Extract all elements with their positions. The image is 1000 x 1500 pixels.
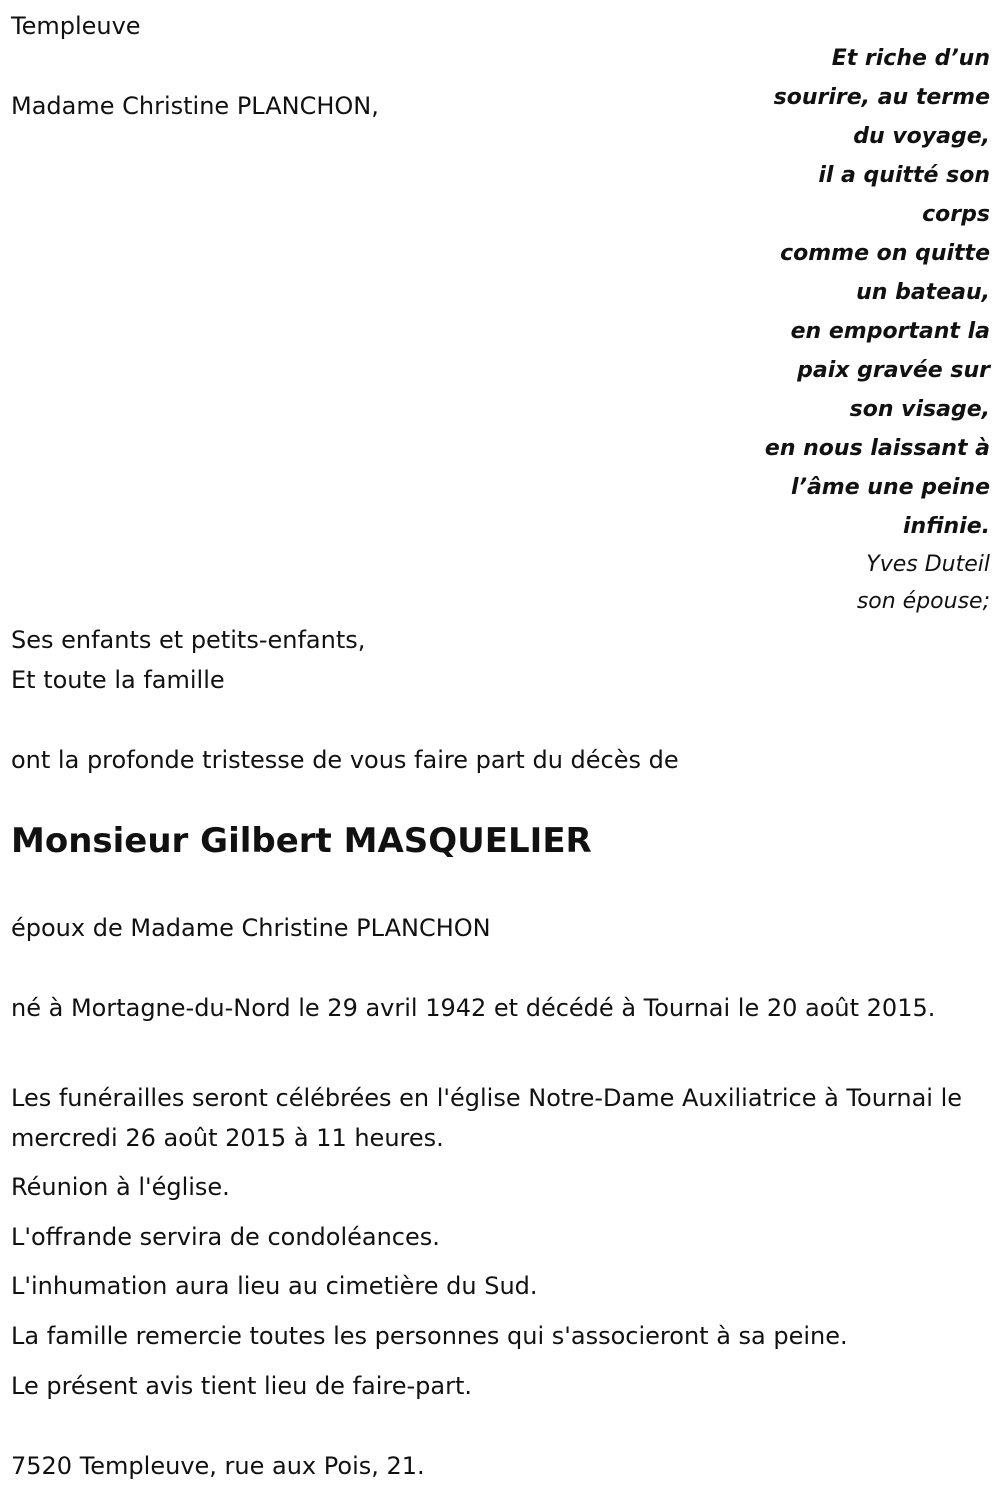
poem-line: en nous laissant à xyxy=(764,436,990,461)
funeral-details: Les funérailles seront célébrées en l'église Notre-Dame Auxiliatrice à Tournai le mercredi 26 août 2015 à 11 heures. xyxy=(11,1084,962,1152)
poem-author: Yves Duteil xyxy=(866,552,990,577)
children-line: Ses enfants et petits-enfants, xyxy=(11,626,366,654)
notice-line: Le présent avis tient lieu de faire-part. xyxy=(11,1372,473,1400)
city-heading: Templeuve xyxy=(11,12,141,40)
poem-line: il a quitté son xyxy=(818,163,990,188)
poem-line: paix gravée sur xyxy=(797,358,990,383)
widow-line: Madame Christine PLANCHON, xyxy=(11,92,379,120)
poem-relation: son épouse; xyxy=(856,589,990,614)
burial-line: L'inhumation aura lieu au cimetière du Sud. xyxy=(11,1272,538,1300)
poem-line: l’âme une peine xyxy=(791,475,990,500)
poem-line: du voyage, xyxy=(853,124,990,149)
meeting-line: Réunion à l'église. xyxy=(11,1173,230,1201)
poem-line: corps xyxy=(922,202,990,227)
family-line: Et toute la famille xyxy=(11,666,225,694)
memorial-poem xyxy=(730,39,990,620)
deceased-name: Monsieur Gilbert MASQUELIER xyxy=(11,821,592,861)
poem-line: un bateau, xyxy=(856,280,990,305)
spouse-line: époux de Madame Christine PLANCHON xyxy=(11,914,491,942)
poem-line: en emportant la xyxy=(790,319,990,344)
poem-line: son visage, xyxy=(849,397,990,422)
poem-line: comme on quitte xyxy=(780,241,990,266)
thanks-line: La famille remercie toutes les personnes qui s'associeront à sa peine. xyxy=(11,1322,848,1350)
birth-death-line: né à Mortagne-du-Nord le 29 avril 1942 et décédé à Tournai le 20 août 2015. xyxy=(11,994,936,1022)
poem-line: infinie. xyxy=(902,514,990,539)
announcement-line: ont la profonde tristesse de vous faire part du décès de xyxy=(11,746,679,774)
address-line: 7520 Templeuve, rue aux Pois, 21. xyxy=(11,1452,425,1480)
offering-line: L'offrande servira de condoléances. xyxy=(11,1223,440,1251)
poem-line: sourire, au terme xyxy=(773,85,990,110)
poem-line: Et riche d’un xyxy=(831,46,990,71)
